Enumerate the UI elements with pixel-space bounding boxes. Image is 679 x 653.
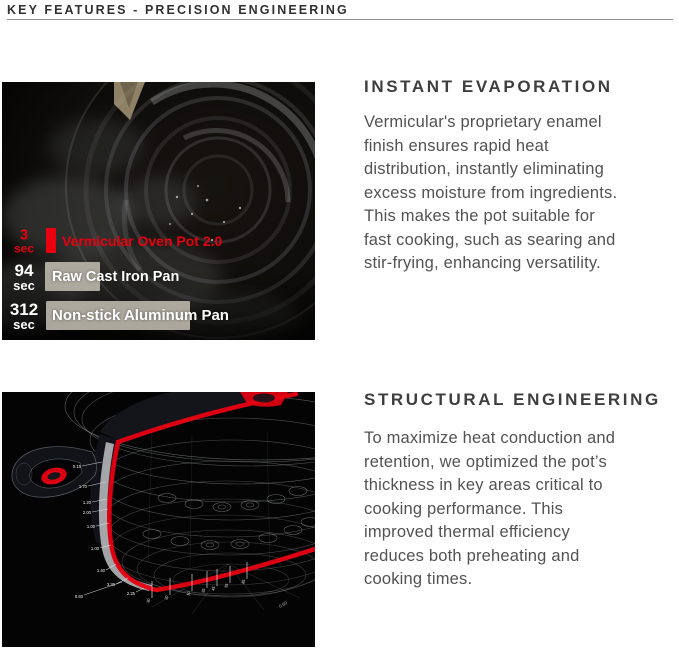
section-body-evaporation: Vermicular's proprietary enamel finish ensures rapid heat distribution, instantly eliminating excess moisture from ingredients. This makes the pot suitable for fast cooking, such as searing and stir-frying, enhancing versatility. <box>364 113 618 272</box>
svg-text:0.60: 0.60 <box>74 594 83 599</box>
svg-text:85: 85 <box>241 579 247 585</box>
svg-text:30: 30 <box>146 598 152 604</box>
chart-bar <box>46 228 56 253</box>
wireframe-art <box>2 392 315 647</box>
header-divider <box>7 19 673 20</box>
chart-bar-label: Raw Cast Iron Pan <box>52 268 180 285</box>
svg-text:1.40: 1.40 <box>96 568 105 573</box>
svg-text:35: 35 <box>201 588 207 594</box>
chart-row-vermicular <box>2 228 315 253</box>
wireframe-diagram <box>2 392 315 647</box>
chart-bar-label: Non-stick Aluminum Pan <box>52 307 229 324</box>
svg-text:3.30: 3.30 <box>106 582 115 587</box>
svg-text:0.15: 0.15 <box>72 464 81 469</box>
svg-text:55: 55 <box>224 583 230 589</box>
chart-value: 312 sec <box>9 299 39 332</box>
chart-row-cast-iron <box>2 262 315 291</box>
svg-text:20: 20 <box>164 595 170 601</box>
chart-value: 3 sec <box>13 226 35 255</box>
svg-text:10: 10 <box>186 591 192 597</box>
svg-text:2.25: 2.25 <box>126 591 135 596</box>
svg-text:1.70: 1.70 <box>78 484 87 489</box>
section-body-structural: To maximize heat conduction and retention, we optimized the pot’s thickness in key areas critical to cooking performance. This improved thermal efficiency reduces both preheating and cooking times. <box>364 429 616 588</box>
corner-measure-label: 0.60 <box>278 600 289 609</box>
page-title: KEY FEATURES - PRECISION ENGINEERING <box>7 3 349 17</box>
svg-text:1.00: 1.00 <box>90 546 99 551</box>
svg-text:1.20: 1.20 <box>82 500 91 505</box>
svg-text:2.00: 2.00 <box>82 510 91 515</box>
evaporation-photo <box>2 82 315 340</box>
chart-bar-label: Vermicular Oven Pot 2.0 <box>62 232 223 249</box>
chart-row-aluminum <box>2 301 315 330</box>
section-heading-structural: STRUCTURAL ENGINEERING <box>364 390 661 409</box>
svg-text:1.00: 1.00 <box>86 524 95 529</box>
chart-value: 94 sec <box>13 260 35 293</box>
section-heading-evaporation: INSTANT EVAPORATION <box>364 77 613 96</box>
svg-text:45: 45 <box>211 586 217 592</box>
